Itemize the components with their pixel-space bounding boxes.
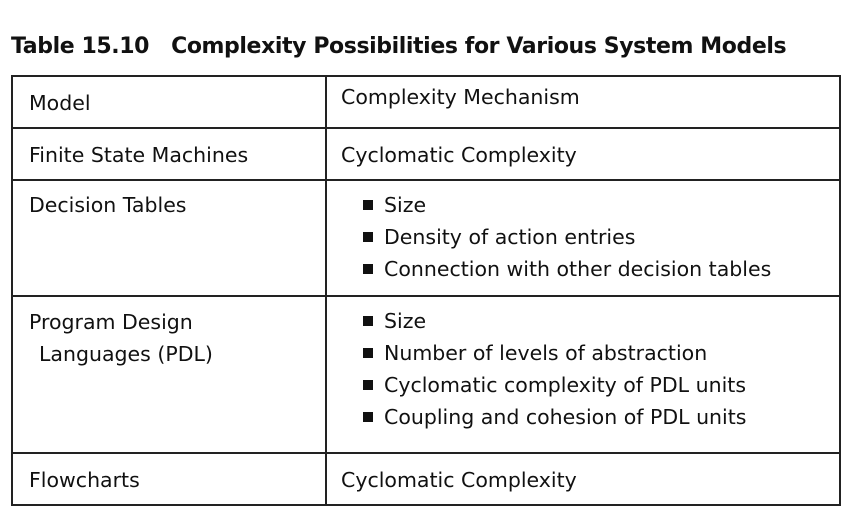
header-cell-mechanism	[326, 76, 840, 128]
model-name: Program Design	[29, 310, 193, 334]
table-row	[12, 128, 840, 180]
square-bullet-icon	[363, 200, 373, 210]
square-bullet-icon	[363, 348, 373, 358]
table-row	[12, 453, 840, 505]
list-item	[363, 305, 839, 337]
mechanism-bullet-list	[341, 297, 839, 433]
square-bullet-icon	[363, 264, 373, 274]
header-model-label: Model	[29, 91, 91, 115]
model-cell	[12, 180, 326, 296]
table-header-row	[12, 76, 840, 128]
list-item	[363, 253, 839, 285]
bullet-text: Cyclomatic complexity of PDL units	[384, 373, 747, 397]
list-item	[363, 369, 839, 401]
mechanism-text: Cyclomatic Complexity	[341, 468, 577, 492]
mechanism-cell	[326, 180, 840, 296]
list-item	[363, 221, 839, 253]
list-item	[363, 189, 839, 221]
model-name-continued: Languages (PDL)	[39, 342, 213, 366]
model-name: Decision Tables	[29, 193, 187, 217]
table-number: Table 15.10	[11, 34, 150, 59]
mechanism-cell	[326, 453, 840, 505]
list-item	[363, 337, 839, 369]
bullet-text: Number of levels of abstraction	[384, 341, 708, 365]
complexity-table	[11, 75, 841, 506]
mechanism-cell	[326, 128, 840, 180]
square-bullet-icon	[363, 380, 373, 390]
bullet-text: Density of action entries	[384, 225, 636, 249]
header-cell-model	[12, 76, 326, 128]
header-mechanism-label: Complexity Mechanism	[341, 85, 580, 109]
model-name: Finite State Machines	[29, 143, 249, 167]
table-row	[12, 180, 840, 296]
table-title: Complexity Possibilities for Various System Models	[171, 34, 787, 59]
bullet-text: Size	[384, 193, 427, 217]
model-cell	[12, 296, 326, 453]
table-row	[12, 296, 840, 453]
model-name: Flowcharts	[29, 468, 140, 492]
square-bullet-icon	[363, 232, 373, 242]
bullet-text: Connection with other decision tables	[384, 257, 772, 281]
list-item	[363, 401, 839, 433]
mechanism-bullet-list	[341, 181, 839, 285]
mechanism-text: Cyclomatic Complexity	[341, 143, 577, 167]
mechanism-cell	[326, 296, 840, 453]
square-bullet-icon	[363, 316, 373, 326]
model-cell	[12, 453, 326, 505]
table-caption	[11, 34, 786, 59]
model-cell	[12, 128, 326, 180]
bullet-text: Coupling and cohesion of PDL units	[384, 405, 747, 429]
square-bullet-icon	[363, 412, 373, 422]
bullet-text: Size	[384, 309, 427, 333]
